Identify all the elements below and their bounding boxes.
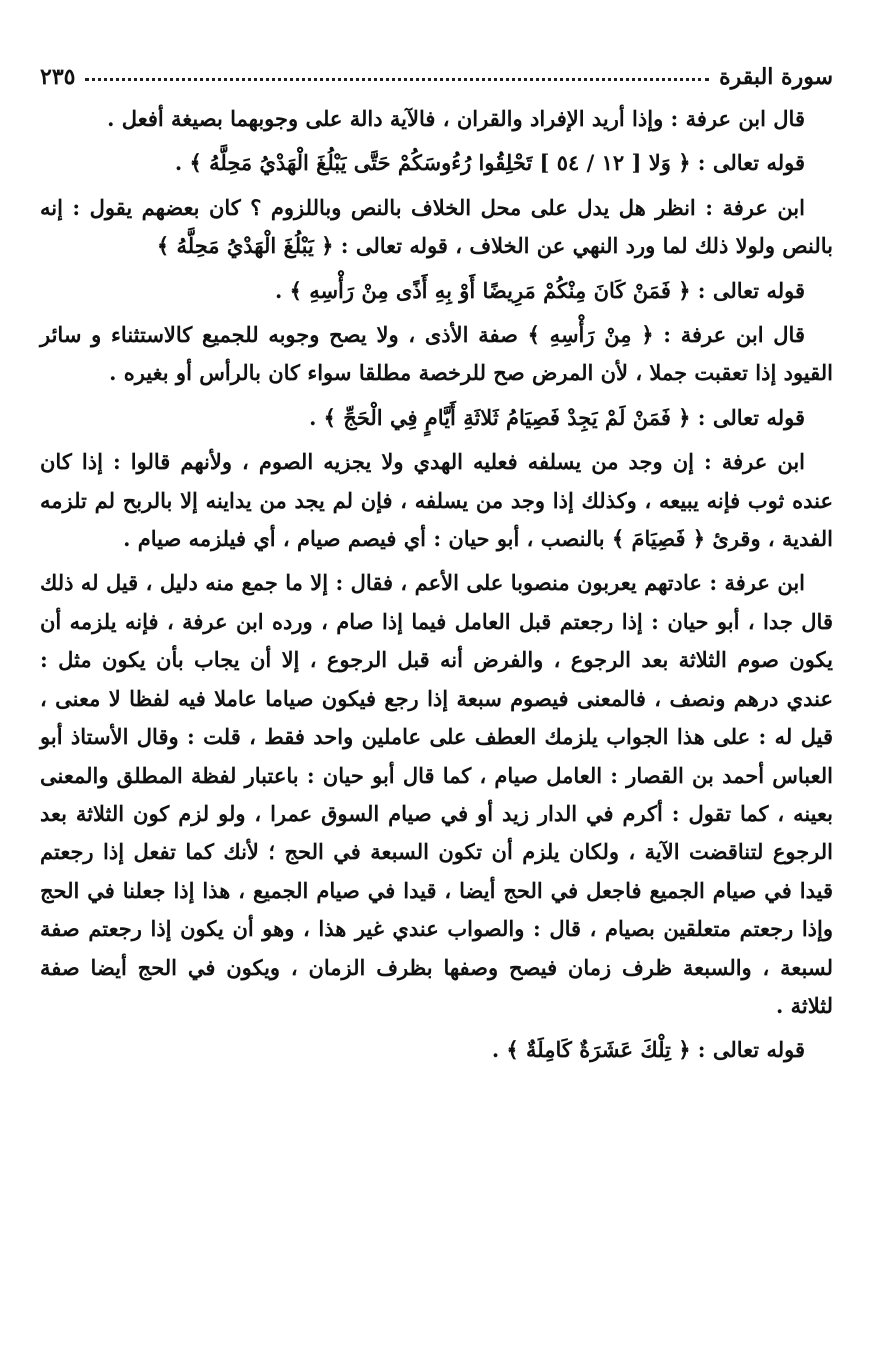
paragraph-9-verse: قوله تعالى : ﴿ تِلْكَ عَشَرَةٌ كَامِلَةٌ ﴾ . (491, 1037, 805, 1063)
paragraph-2-verse: قوله تعالى : ﴿ وَلا [ ١٢ / ٥٤ ] تَحْلِقُوا رُءُوسَكُمْ حَتَّى يَبْلُغَ الْهَدْيُ مَحِلَّهُ ﴾ . (174, 150, 805, 176)
paragraph-6-verse: قوله تعالى : ﴿ فَمَنْ لَمْ يَجِدْ فَصِيَامُ ثَلاثَةِ أَيَّامٍ فِي الْحَجِّ ﴾ . (309, 404, 805, 430)
page-body (40, 100, 833, 1070)
paragraph-4-verse: قوله تعالى : ﴿ فَمَنْ كَانَ مِنْكُمْ مَرِيضًا أَوْ بِهِ أَذًى مِنْ رَأْسِهِ ﴾ . (274, 277, 805, 303)
paragraph-7: ابن عرفة : إن وجد من يسلفه فعليه الهدي ولا يجزيه الصوم ، ولأنهم قالوا : إذا كان عنده ثوب فإنه يبيعه ، وكذلك إذا وجد من يسلفه ، فإن لم يجد من يداينه إلا بالربح لم تلزمه الفدية ، وقرئ ﴿ فَصِيَامَ ﴾ بالنصب ، أبو حيان : أي فيصم صيام ، أي فيلزمه صيام . (40, 449, 833, 552)
paragraph-8: ابن عرفة : عادتهم يعربون منصوبا على الأعم ، فقال : إلا ما جمع منه دليل ، قيل له ذلك قال جدا ، أبو حيان : إذا رجعتم قبل العامل فيما إذا صام ، ورده ابن عرفة ، فإنه يلزمه أن يكون صوم الثلاثة بعد الرجوع ، والفرض أنه قبل الرجوع ، إلا أن يجاب بأن يكون مثل : عندي درهم ونصف ، فالمعنى فيصوم سبعة إذا رجع فيكون صياما عاملا فيه لفظا لا معنى ، قيل له : على هذا الجواب يلزمك العطف على عاملين واحد فقط ، قلت : وقال الأستاذ أبو العباس أحمد بن القصار : العامل صيام ، كما قال أبو حيان : باعتبار لفظة المطلق والمعنى بعينه ، كما تقول : أكرم في الدار زيد أو في صيام السوق عمرا ، ولو لزم كون الثلاثة بعد الرجوع لتناقضت الآية ، ولكان يلزم أن تكون السبعة في الحج ؛ لأنك كما تفعل إذا رجعتم قيدا في صيام الجميع فاجعل في الحج أيضا ، قيدا في صيام الجميع ، هذا إذا جعلنا في الحج وإذا رجعتم متعلقين بصيام ، قال : والصواب عندي غير هذا ، وهو أن يكون إذا رجعتم صفة لسبعة ، والسبعة ظرف زمان فيصح وصفها بظرف الزمان ، ويكون في الحج أيضا صفة لثلاثة . (40, 570, 833, 1018)
header-dotted-leader (85, 78, 709, 81)
page-header (40, 50, 833, 90)
paragraph-5: قال ابن عرفة : ﴿ مِنْ رَأْسِهِ ﴾ صفة الأذى ، ولا يصح وجوبه للجميع كالاستثناء و سائر القيود إذا تعقبت جملا ، لأن المرض صح للرخصة مطلقا سواء كان بالرأس أو بغيره . (40, 322, 833, 386)
paragraph-1: قال ابن عرفة : وإذا أريد الإفراد والقران ، فالآية دالة على وجوبهما بصيغة أفعل . (107, 106, 805, 131)
paragraph-3: ابن عرفة : انظر هل يدل على محل الخلاف بالنص وباللزوم ؟ كان بعضهم يقول : إنه بالنص ولولا ذلك لما ورد النهي عن الخلاف ، قوله تعالى : ﴿ يَبْلُغَ الْهَدْيُ مَحِلَّهُ ﴾ (40, 194, 833, 259)
surah-title: سورة البقرة (719, 64, 833, 90)
page-number: ٢٣٥ (40, 64, 76, 90)
document-page (40, 50, 833, 1076)
